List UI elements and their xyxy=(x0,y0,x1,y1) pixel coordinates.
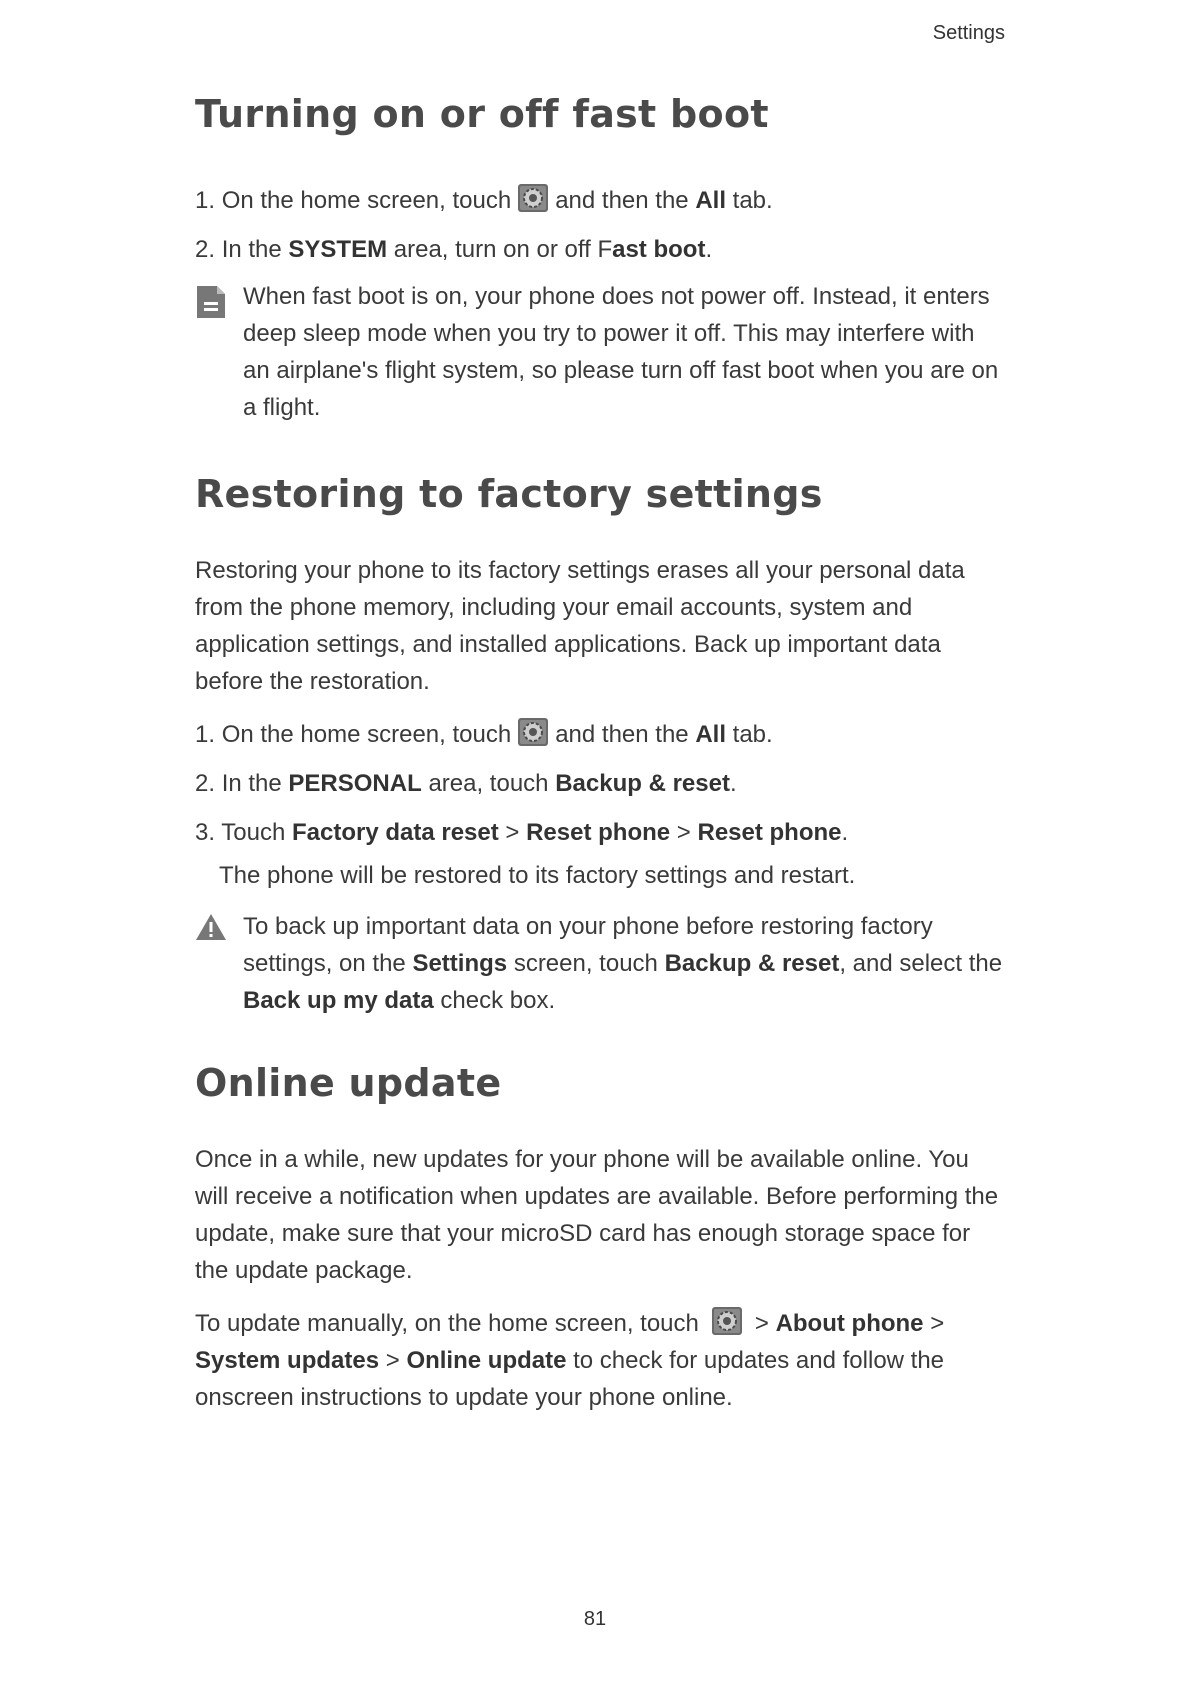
online-update-manual: To update manually, on the home screen, touch > About phone > System updates > Online update to check for updates and follow the onscreen instructions to update your phone online. xyxy=(195,1305,1005,1416)
restore-step-1: 1. On the home screen, touch and then the All tab. xyxy=(195,716,1005,753)
running-header: Settings xyxy=(932,22,1005,44)
page-number: 81 xyxy=(583,1608,607,1630)
page-content xyxy=(195,92,1005,1416)
online-update-intro: Once in a while, new updates for your phone will be available online. You will receive a notification when updates are available. Before performing the update, make sure that your microSD card has enough storage space for the update package. xyxy=(195,1146,999,1284)
section-title-fast-boot: Turning on or off fast boot xyxy=(195,92,769,136)
settings-app-icon xyxy=(517,717,549,747)
settings-app-icon xyxy=(517,183,549,213)
fast-boot-step-2: 2. In the SYSTEM area, turn on or off Fast boot. xyxy=(195,236,713,263)
restore-result: The phone will be restored to its factory settings and restart. xyxy=(219,862,856,889)
settings-app-icon xyxy=(711,1306,743,1336)
warning-icon xyxy=(195,910,227,946)
section-title-online-update: Online update xyxy=(195,1061,502,1105)
restore-intro: Restoring your phone to its factory settings erases all your personal data from the phone memory, including your email accounts, system and application settings, and installed applications. Back up important data before the restoration. xyxy=(195,557,965,695)
section-title-restore: Restoring to factory settings xyxy=(195,472,823,516)
fast-boot-step-1: 1. On the home screen, touch and then the All tab. xyxy=(195,182,1005,219)
restore-step-3: 3. Touch Factory data reset > Reset phone > Reset phone. xyxy=(195,819,849,846)
restore-step-2: 2. In the PERSONAL area, touch Backup & reset. xyxy=(195,770,737,797)
restore-warning: To back up important data on your phone before restoring factory settings, on the Settings screen, touch Backup & reset, and select the Back up my data check box. xyxy=(195,908,1005,1019)
note-icon xyxy=(195,284,227,320)
fast-boot-note: When fast boot is on, your phone does not power off. Instead, it enters deep sleep mode when you try to power it off. This may interfere with an airplane's flight system, so please turn off fast boot when you are on a flight. xyxy=(195,278,1005,426)
